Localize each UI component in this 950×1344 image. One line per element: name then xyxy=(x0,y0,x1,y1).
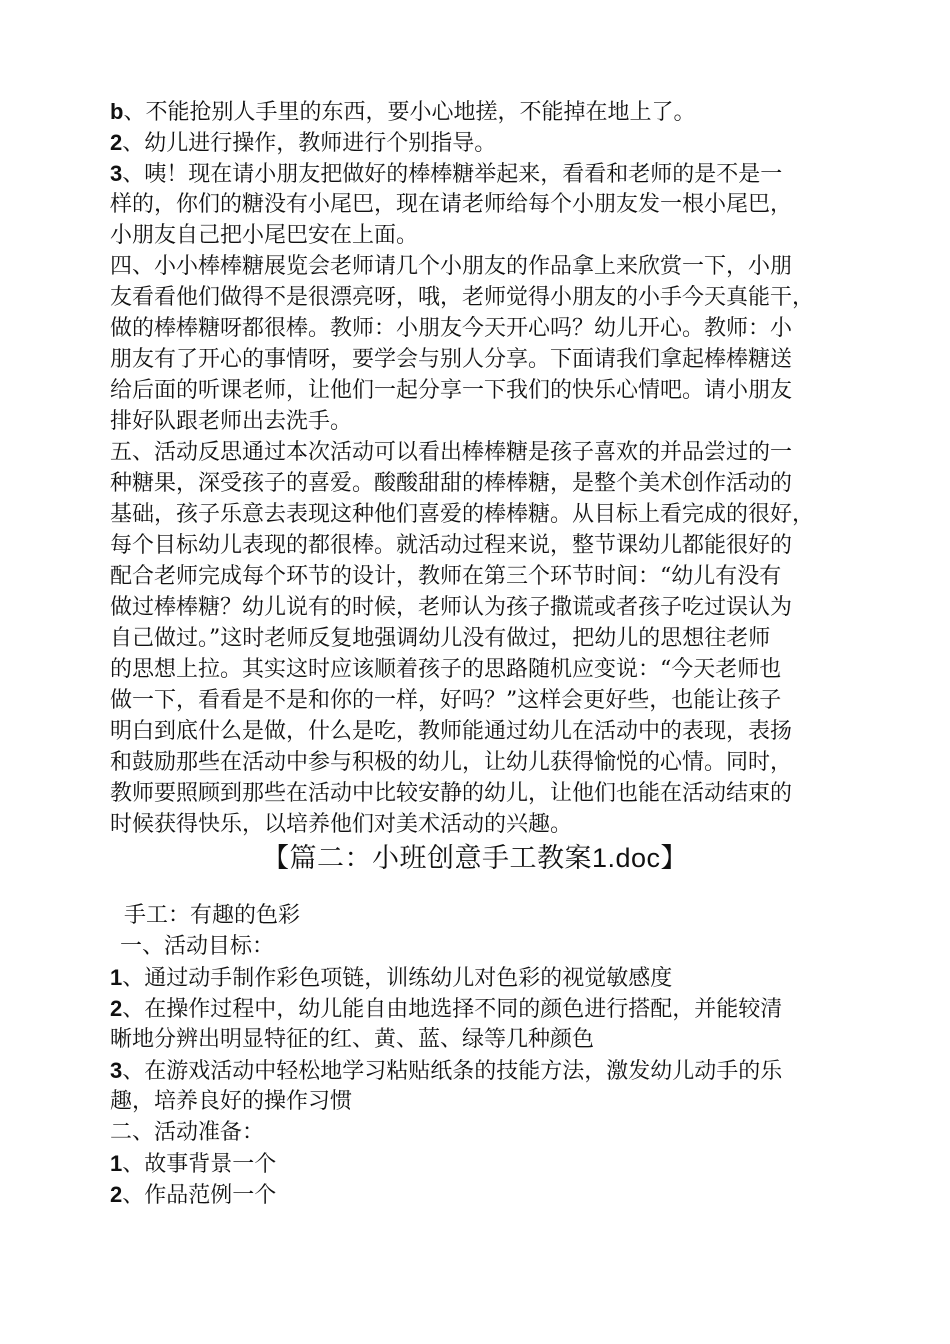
text-line: 教师要照顾到那些在活动中比较安静的幼儿，让他们也能在活动结束的 xyxy=(110,781,793,806)
text-line xyxy=(110,96,850,127)
text-line xyxy=(110,127,850,158)
list-item-3 xyxy=(110,158,850,251)
item-text: 、咦！现在请小朋友把做好的棒棒糖举起来，看看和老师的是不是一 xyxy=(122,162,783,187)
text-line: 排好队跟老师出去洗手。 xyxy=(110,409,353,434)
goal-item-3 xyxy=(110,1055,850,1117)
text-line xyxy=(110,962,850,993)
item-marker: 2 xyxy=(110,130,123,155)
item-text: 、通过动手制作彩色项链，训练幼儿对色彩的视觉敏感度 xyxy=(122,966,673,991)
item-marker: 2 xyxy=(110,996,123,1021)
goal-item-1 xyxy=(110,962,850,993)
prep-header: 二、活动准备： xyxy=(110,1120,265,1145)
item-text: 、在操作过程中，幼儿能自由地选择不同的颜色进行搭配，并能较清 xyxy=(122,997,783,1022)
text-line: 明白到底什么是做，什么是吃，教师能通过幼儿在活动中的表现，表扬 xyxy=(110,719,793,744)
goal-item-2 xyxy=(110,993,850,1055)
text-line xyxy=(110,993,850,1024)
heading-filename: 1.doc xyxy=(591,843,661,873)
text-line: 给后面的听课老师，让他们一起分享一下我们的快乐心情吧。请小朋友 xyxy=(110,378,793,403)
section-5-paragraph xyxy=(110,437,850,840)
text-line: 趣，培养良好的操作习惯 xyxy=(110,1089,353,1114)
item-marker: 1 xyxy=(110,965,123,990)
text-line: 做一下，看看是不是和你的一样，好吗？”这样会更好些，也能让孩子 xyxy=(110,688,782,713)
text-line: 样的，你们的糖没有小尾巴，现在请老师给每个小朋友发一根小尾巴， xyxy=(110,192,793,217)
item-marker: b xyxy=(110,99,124,124)
text-line: 时候获得快乐，以培养他们对美术活动的兴趣。 xyxy=(110,812,573,837)
heading-suffix: 】 xyxy=(660,843,689,874)
text-line: 做过棒棒糖？幼儿说有的时候，老师认为孩子撒谎或者孩子吃过误认为 xyxy=(110,595,793,620)
text-line: 种糖果，深受孩子的喜爱。酸酸甜甜的棒棒糖，是整个美术创作活动的 xyxy=(110,471,793,496)
item-text: 、幼儿进行操作，教师进行个别指导。 xyxy=(122,131,497,156)
text-line: 晰地分辨出明显特征的红、黄、蓝、绿等几种颜色 xyxy=(110,1027,595,1052)
prep-item-1 xyxy=(110,1148,850,1179)
heading-prefix: 【篇二：小班创意手工教案 xyxy=(261,843,592,874)
list-item-2 xyxy=(110,127,850,158)
text-line: 的思想上拉。其实这时应该顺着孩子的思路随机应变说：“今天老师也 xyxy=(110,657,782,682)
item-marker: 3 xyxy=(110,161,123,186)
text-line xyxy=(110,1148,850,1179)
text-line: 小朋友自己把小尾巴安在上面。 xyxy=(110,223,419,248)
text-line: 友看看他们做得不是很漂亮呀，哦，老师觉得小朋友的小手今天真能干， xyxy=(110,285,815,310)
text-line: 配合老师完成每个环节的设计，教师在第三个环节时间：“幼儿有没有 xyxy=(110,564,782,589)
text-line: 做的棒棒糖呀都很棒。教师：小朋友今天开心吗？幼儿开心。教师：小 xyxy=(110,316,793,341)
goals-header: 一、活动目标： xyxy=(120,934,275,959)
list-item-b xyxy=(110,96,850,127)
text-line xyxy=(110,1055,850,1086)
text-line: 自己做过。”这时老师反复地强调幼儿没有做过，把幼儿的思想往老师 xyxy=(110,626,771,651)
text-line: 朋友有了开心的事情呀，要学会与别人分享。下面请我们拿起棒棒糖送 xyxy=(110,347,793,372)
text-line: 四、小小棒棒糖展览会老师请几个小朋友的作品拿上来欣赏一下，小朋 xyxy=(110,254,793,279)
text-line: 基础，孩子乐意去表现这种他们喜爱的棒棒糖。从目标上看完成的很好， xyxy=(110,502,815,527)
section-heading xyxy=(0,840,950,877)
lesson-title: 手工：有趣的色彩 xyxy=(124,903,301,928)
item-text: 、不能抢别人手里的东西，要小心地搓，不能掉在地上了。 xyxy=(123,100,696,125)
prep-item-2 xyxy=(110,1179,850,1210)
text-line: 每个目标幼儿表现的都很棒。就活动过程来说，整节课幼儿都能很好的 xyxy=(110,533,793,558)
text-line: 和鼓励那些在活动中参与积极的幼儿，让幼儿获得愉悦的心情。同时， xyxy=(110,750,793,775)
item-text: 、作品范例一个 xyxy=(122,1183,277,1208)
text-line: 五、活动反思通过本次活动可以看出棒棒糖是孩子喜欢的并品尝过的一 xyxy=(110,440,793,465)
text-line xyxy=(110,158,850,189)
item-marker: 2 xyxy=(110,1182,123,1207)
item-marker: 1 xyxy=(110,1151,123,1176)
text-line xyxy=(110,1179,850,1210)
section-4-paragraph xyxy=(110,251,850,437)
item-text: 、故事背景一个 xyxy=(122,1152,277,1177)
item-marker: 3 xyxy=(110,1058,123,1083)
item-text: 、在游戏活动中轻松地学习粘贴纸条的技能方法，激发幼儿动手的乐 xyxy=(122,1059,783,1084)
